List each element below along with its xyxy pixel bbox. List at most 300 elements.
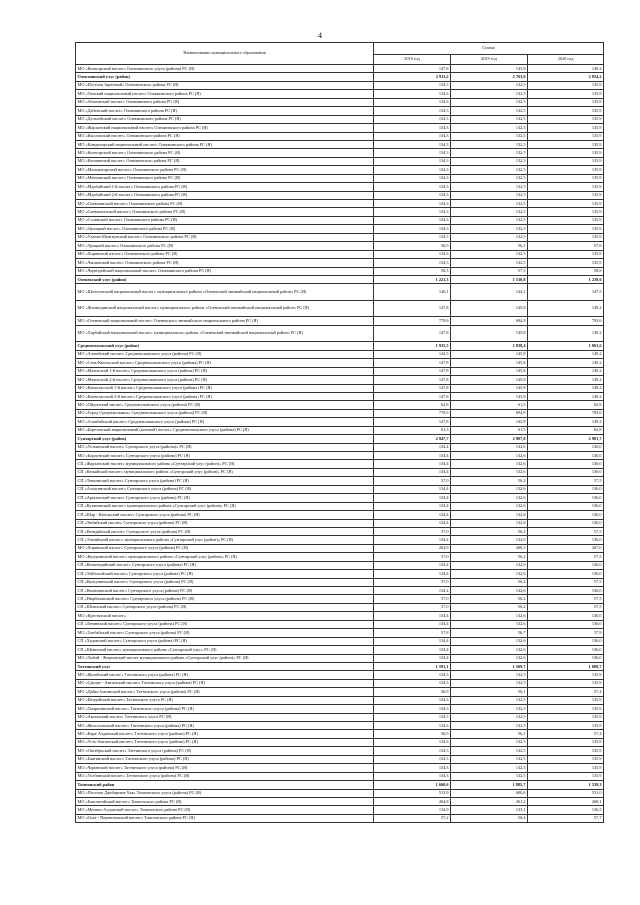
amount-cell: 132,5 <box>451 115 528 123</box>
municipality-name-cell: МО «Кангаласский 1-й наслег» Среднеколымского улуса (района) РС (Я) <box>76 384 374 392</box>
municipality-name-cell: МО «Кангаласский 2-й наслег» Среднеколымского улуса (района) РС (Я) <box>76 392 374 400</box>
amount-cell: 132,5 <box>451 208 528 216</box>
municipality-name-cell: СП «Кюндяйский наслег» Сунтарского улуса (района) РС (Я) <box>76 527 374 535</box>
municipality-name-cell: МО «Баягинский наслег» Таттинского улуса (района) РС (Я) <box>76 755 374 763</box>
table-row <box>76 603 604 611</box>
table-row <box>76 376 604 384</box>
amount-cell: 1 838,4 <box>451 342 528 350</box>
amount-cell: 149,2 <box>528 418 604 426</box>
municipality-name-cell: МО «Поселок Заречный» Олекминского района РС (Я) <box>76 81 374 89</box>
table-row <box>76 350 604 358</box>
municipality-name-cell: МО «Чаринский наслег» Таттинского улуса (района) РС (Я) <box>76 764 374 772</box>
amount-cell: 793,6 <box>528 317 604 325</box>
amount-cell: 134,3 <box>374 124 451 132</box>
table-row <box>76 688 604 696</box>
amount-cell: 135,9 <box>528 216 604 224</box>
amount-cell: 56,2 <box>451 527 528 535</box>
amount-cell: 1 221,3 <box>374 275 451 283</box>
municipality-name-cell: МО «Кочегарский наслег» Олекминского района РС (Я) <box>76 149 374 157</box>
table-row <box>76 511 604 519</box>
amount-cell: 1 239,6 <box>528 275 604 283</box>
amount-cell: 145,8 <box>451 359 528 367</box>
table-row <box>76 157 604 165</box>
amount-cell: 132,6 <box>451 519 528 527</box>
municipality-name-cell: МО «Город Среднеколымск» Среднеколымского улуса (района) РС (Я) <box>76 409 374 417</box>
amount-cell: 136,0 <box>528 587 604 595</box>
amount-cell: 132,6 <box>451 485 528 493</box>
amount-cell: 1 608,7 <box>528 662 604 670</box>
amount-cell: 261,2 <box>451 797 528 805</box>
amount-cell: 134,3 <box>374 671 451 679</box>
amount-cell: 135,9 <box>528 747 604 755</box>
table-row <box>76 140 604 148</box>
municipality-name-cell: МО «Кыллахский наслег» Олекминского района РС (Я) <box>76 132 374 140</box>
municipality-name-cell: МО «Улахан-Мунгкунский наслег» Олекминского района РС (Я) <box>76 233 374 241</box>
amount-cell: 56,9 <box>374 730 451 738</box>
table-row <box>76 284 604 301</box>
municipality-name-cell: МО «Березовский национальный (кочевой) наслег» Среднеколымского улуса (района) РС (Я) <box>76 426 374 434</box>
amount-cell: 135,9 <box>528 200 604 208</box>
amount-cell: 134,3 <box>374 747 451 755</box>
amount-cell: 2 854,2 <box>528 73 604 81</box>
amount-cell: 135,9 <box>528 225 604 233</box>
amount-cell: 134,3 <box>374 233 451 241</box>
amount-cell: 57,0 <box>374 477 451 485</box>
municipality-name-cell: СП «Вилючанский наслег» Сунтарского улуса (района) РС (Я) <box>76 587 374 595</box>
table-row <box>76 612 604 620</box>
amount-cell: 132,5 <box>451 233 528 241</box>
table-row <box>76 81 604 89</box>
amount-cell: 57,0 <box>374 527 451 535</box>
table-row <box>76 166 604 174</box>
municipality-name-cell: МО «Дельгейский наслег» Олекминского района РС (Я) <box>76 115 374 123</box>
amount-cell: 1 885,7 <box>451 781 528 789</box>
municipality-name-cell: МО «Троицкий наслег» Олекминского района РС (Я) <box>76 225 374 233</box>
amount-cell: 134,4 <box>374 485 451 493</box>
amount-cell: 145,8 <box>451 376 528 384</box>
amount-cell: 694,8 <box>451 317 528 325</box>
amount-cell: 132,5 <box>451 671 528 679</box>
amount-cell: 135,9 <box>528 772 604 780</box>
amount-cell: 134,3 <box>374 738 451 746</box>
municipality-name-cell: СП «Кюкяйский наслег» муниципального района «Сунтарский улус (район)» РС (Я) <box>76 468 374 476</box>
amount-cell: 770,6 <box>374 409 451 417</box>
municipality-name-cell: МО «Чапаевский наслег» Олекминского района РС (Я) <box>76 259 374 267</box>
municipality-name-cell: МО «Уолбинский наслег» Таттинского улуса (района) РС (Я) <box>76 772 374 780</box>
table-row <box>76 65 604 73</box>
amount-cell: 135,9 <box>528 671 604 679</box>
amount-cell: 132,5 <box>451 225 528 233</box>
table-row <box>76 418 604 426</box>
amount-cell: 135,9 <box>528 81 604 89</box>
amount-cell: 2 907,8 <box>451 435 528 443</box>
table-row <box>76 208 604 216</box>
amount-cell: 132,6 <box>451 637 528 645</box>
amount-cell: 135,9 <box>528 764 604 772</box>
municipality-name-cell: МО «Жилиндинский национальный наслег» муниципального района «Оленекский эвенкийский национальный район» РС (Я) <box>76 300 374 317</box>
municipality-name-cell: СП «Нюрбачанский наслег» Сунтарского улуса (района) РС (Я) <box>76 595 374 603</box>
table-row <box>76 242 604 250</box>
table-row <box>76 384 604 392</box>
table-row <box>76 578 604 586</box>
amount-cell: 135,9 <box>528 705 604 713</box>
municipality-name-cell: МО «Таобайский наслег» Сунтарского улуса (района) РС (Я) <box>76 629 374 637</box>
table-row <box>76 460 604 468</box>
amount-cell: 531,0 <box>528 789 604 797</box>
table-row <box>76 452 604 460</box>
amount-cell: 149,2 <box>528 384 604 392</box>
amount-cell: 132,5 <box>451 705 528 713</box>
amount-cell: 56,2 <box>451 477 528 485</box>
amount-cell: 136,5 <box>528 806 604 814</box>
municipality-name-cell: МО «Мурбайский 1-й наслег» Олекминского района РС (Я) <box>76 183 374 191</box>
municipality-name-cell: СП «Шар - Кюельский наслег» Сунтарского улуса (района) РС (Я) <box>76 511 374 519</box>
table-row <box>76 705 604 713</box>
amount-cell: 267,0 <box>528 544 604 552</box>
table-row <box>76 671 604 679</box>
municipality-name-cell: МО «Киндигирский национальный наслег» Олекминского района РС (Я) <box>76 140 374 148</box>
amount-cell: 135,9 <box>528 166 604 174</box>
municipality-name-cell: МО «Мегино-Алданский наслег» Томпонского района РС (Я) <box>76 806 374 814</box>
amount-cell: 132,5 <box>451 124 528 132</box>
amount-cell: 132,5 <box>451 713 528 721</box>
amount-cell: 2 981,7 <box>528 435 604 443</box>
amount-cell: 136,0 <box>528 612 604 620</box>
amount-cell: 135,9 <box>528 107 604 115</box>
municipality-name-cell: СП «Шеинский наслег» Сунтарского улуса (района) РС (Я) <box>76 603 374 611</box>
municipality-name-cell: СП «Кутанинский наслег» муниципального района «Сунтарский улус (район)» РС (Я) <box>76 502 374 510</box>
table-row <box>76 216 604 224</box>
page-number: 4 <box>318 31 322 40</box>
amount-cell: 135,9 <box>528 696 604 704</box>
amount-cell: 134,4 <box>374 620 451 628</box>
amount-cell: 135,9 <box>528 191 604 199</box>
amount-cell: 61,3 <box>374 426 451 434</box>
municipality-name-cell: Томпонский район <box>76 781 374 789</box>
amount-cell: 134,3 <box>374 225 451 233</box>
amount-cell: 57,0 <box>374 553 451 561</box>
amount-cell: 134,4 <box>374 519 451 527</box>
table-row <box>76 764 604 772</box>
table-row <box>76 722 604 730</box>
amount-cell: 135,9 <box>528 149 604 157</box>
amount-cell: 58,3 <box>374 267 451 275</box>
amount-cell: 135,9 <box>528 208 604 216</box>
table-row <box>76 527 604 535</box>
municipality-name-cell: МО «Усть-Амгинский наслег» Таттинского улуса (района) РС (Я) <box>76 738 374 746</box>
amount-cell: 134,3 <box>374 183 451 191</box>
amount-cell: 57,7 <box>528 814 604 822</box>
table-row <box>76 570 604 578</box>
municipality-name-cell: МО «Дабанский наслег» Олекминского района РС (Я) <box>76 107 374 115</box>
amount-cell: 132,5 <box>451 107 528 115</box>
municipality-name-cell: СП «Жарханский наслег» муниципального района «Сунтарский улус (район)» РС (Я) <box>76 460 374 468</box>
amount-cell: 147,8 <box>374 384 451 392</box>
amount-cell: 147,8 <box>374 65 451 73</box>
amount-cell: 57,8 <box>374 629 451 637</box>
municipality-name-cell: МО «Урицкий наслег» Олекминского района РС (Я) <box>76 242 374 250</box>
amount-cell: 134,4 <box>374 494 451 502</box>
amount-cell: 145,8 <box>451 367 528 375</box>
amount-cell: 57,0 <box>374 595 451 603</box>
table-row <box>76 317 604 325</box>
budget-table <box>75 42 604 823</box>
municipality-name-cell: МО «Черендейский национальный наслег» Олекминского района РС (Я) <box>76 267 374 275</box>
table-row <box>76 98 604 106</box>
table-row <box>76 544 604 552</box>
municipality-name-cell: МО «Жохсогонский наслег» Таттинского улуса (района) РС (Я) <box>76 722 374 730</box>
amount-cell: 149,2 <box>528 65 604 73</box>
amount-cell: 56,9 <box>374 242 451 250</box>
municipality-name-cell: СП «Тюбяйский наслег» Сунтарского улуса (района) РС (Я) <box>76 519 374 527</box>
amount-cell: 145,8 <box>451 300 528 317</box>
table-row <box>76 468 604 476</box>
municipality-name-cell: СП «Аллагинский наслег» Сунтарского улуса (района) РС (Я) <box>76 485 374 493</box>
table-row <box>76 409 604 417</box>
amount-cell: 146,1 <box>374 284 451 301</box>
amount-cell: 56,7 <box>451 629 528 637</box>
amount-cell: 144,1 <box>451 284 528 301</box>
municipality-name-cell: МО «Саныяхтатский наслег» Олекминского района РС (Я) <box>76 208 374 216</box>
amount-cell: 136,0 <box>528 620 604 628</box>
amount-cell: 56,1 <box>451 730 528 738</box>
amount-cell: 263,9 <box>374 544 451 552</box>
amount-cell: 147,8 <box>374 367 451 375</box>
amount-cell: 134,4 <box>374 536 451 544</box>
municipality-name-cell: МО «Поселок Джебарики-Хая» Томпонского улуса (района) РС (Я) <box>76 789 374 797</box>
amount-cell: 132,6 <box>451 620 528 628</box>
amount-cell: 132,5 <box>451 696 528 704</box>
amount-cell: 134,3 <box>374 98 451 106</box>
amount-cell: 134,3 <box>374 216 451 224</box>
table-row <box>76 359 604 367</box>
table-row <box>76 738 604 746</box>
table-row <box>76 174 604 182</box>
amount-cell: 145,8 <box>451 65 528 73</box>
table-row <box>76 629 604 637</box>
municipality-name-cell: МО «Маччинский наслег» Олекминского района РС (Я) <box>76 174 374 182</box>
amount-cell: 135,9 <box>528 259 604 267</box>
amount-cell: 1 963,6 <box>528 342 604 350</box>
amount-cell: 2 763,6 <box>451 73 528 81</box>
municipality-name-cell: СП «Эльгяйский наслег» муниципального района «Сунтарский улус (район)» РС (Я) <box>76 536 374 544</box>
amount-cell: 149,2 <box>528 350 604 358</box>
municipality-name-cell: МО «Абагинский наслег» Олекминского района РС (Я) <box>76 98 374 106</box>
table-row <box>76 225 604 233</box>
amount-cell: 1 130,8 <box>451 275 528 283</box>
amount-cell: 147,5 <box>528 284 604 301</box>
municipality-name-cell: МО «Жарханский национальный наслег» Олекминского района РС (Я) <box>76 124 374 132</box>
amount-cell: 57,5 <box>528 553 604 561</box>
amount-cell: 2 911,2 <box>374 73 451 81</box>
municipality-name-cell: МО «Тыбай - Жарханский наслег муниципального района «Сунтарский улус (район)» РС (Я) <box>76 654 374 662</box>
table-row <box>76 115 604 123</box>
amount-cell: 134,3 <box>374 200 451 208</box>
amount-cell: 132,5 <box>451 738 528 746</box>
amount-cell: 132,5 <box>451 191 528 199</box>
group-total-row <box>76 435 604 443</box>
amount-cell: 134,4 <box>374 561 451 569</box>
table-row <box>76 401 604 409</box>
amount-cell: 136,0 <box>528 654 604 662</box>
amount-cell: 264,8 <box>374 797 451 805</box>
municipality-name-cell: МО «Амгинский наслег» Таттинского улуса РС (Я) <box>76 713 374 721</box>
municipality-name-cell: МО «Устьинский наслег» Сунтарского улуса (района)» РС (Я) <box>76 443 374 451</box>
table-row <box>76 587 604 595</box>
municipality-name-cell: СП «Тойбохойский наслег» Сунтарского улуса (района) РС (Я) <box>76 570 374 578</box>
table-row <box>76 553 604 561</box>
column-header-year: 2019 год <box>451 55 528 65</box>
amount-cell: 136,0 <box>528 511 604 519</box>
table-row <box>76 494 604 502</box>
amount-cell: 58,8 <box>528 267 604 275</box>
amount-cell: 132,5 <box>451 98 528 106</box>
amount-cell: 134,4 <box>374 612 451 620</box>
table-row <box>76 107 604 115</box>
column-header-sum: Сумма <box>374 43 604 55</box>
municipality-name-cell: МО «Кяччинский наслег» Олекминского района РС (Я) <box>76 157 374 165</box>
municipality-name-cell: МО «Баягантайский наслег» Томпонского района РС (Я) <box>76 797 374 805</box>
amount-cell: 149,2 <box>528 325 604 342</box>
amount-cell: 149,2 <box>528 392 604 400</box>
table-row <box>76 392 604 400</box>
amount-cell: 132,6 <box>451 460 528 468</box>
table-row <box>76 477 604 485</box>
amount-cell: 57,5 <box>451 267 528 275</box>
municipality-name-cell: МО «Тинский национальный наслег» Олекминского района РС (Я) <box>76 90 374 98</box>
table-body <box>76 65 604 823</box>
amount-cell: 132,5 <box>451 250 528 258</box>
amount-cell: 1 935,5 <box>374 342 451 350</box>
amount-cell: 136,0 <box>528 452 604 460</box>
amount-cell: 136,0 <box>528 646 604 654</box>
municipality-name-cell: МО «Октябрьский наслег» Таттинского улуса (района) РС (Я) <box>76 747 374 755</box>
amount-cell: 134,4 <box>374 570 451 578</box>
amount-cell: 132,5 <box>451 90 528 98</box>
amount-cell: 132,5 <box>451 747 528 755</box>
amount-cell: 132,5 <box>451 200 528 208</box>
amount-cell: 793,6 <box>528 409 604 417</box>
amount-cell: 134,3 <box>374 696 451 704</box>
amount-cell: 134,4 <box>374 460 451 468</box>
amount-cell: 135,9 <box>528 98 604 106</box>
amount-cell: 57,4 <box>528 688 604 696</box>
amount-cell: 149,2 <box>528 367 604 375</box>
amount-cell: 136,0 <box>528 494 604 502</box>
table-row <box>76 132 604 140</box>
amount-cell: 144,5 <box>374 350 451 358</box>
amount-cell: 57,6 <box>528 242 604 250</box>
municipality-name-cell: МО «Хоринский наслег» Сунтарского улуса (района) РС (Я) <box>76 544 374 552</box>
municipality-name-cell: МО «Олекминский наслег» Олекминского района РС (Я) <box>76 200 374 208</box>
amount-cell: 132,6 <box>451 536 528 544</box>
amount-cell: 136,0 <box>528 570 604 578</box>
amount-cell: 134,3 <box>374 191 451 199</box>
municipality-name-cell: СП «Ленинский наслег» Сунтарского улуса (района) РС (Я) <box>76 620 374 628</box>
amount-cell: 134,4 <box>374 468 451 476</box>
table-row <box>76 250 604 258</box>
amount-cell: 134,4 <box>374 511 451 519</box>
table-row <box>76 696 604 704</box>
amount-cell: 1 569,7 <box>451 662 528 670</box>
amount-cell: 56,9 <box>374 688 451 696</box>
municipality-name-cell: МО «Тыарасинский наслег» Таттинского улуса (района) РС (Я) <box>76 705 374 713</box>
amount-cell: 57,0 <box>374 578 451 586</box>
amount-cell: 135,9 <box>528 124 604 132</box>
amount-cell: 136,0 <box>528 561 604 569</box>
amount-cell: 134,4 <box>374 443 451 451</box>
amount-cell: 56,2 <box>451 553 528 561</box>
amount-cell: 134,3 <box>374 107 451 115</box>
amount-cell: 135,9 <box>528 738 604 746</box>
amount-cell: 56,2 <box>451 595 528 603</box>
amount-cell: 61,5 <box>451 426 528 434</box>
amount-cell: 134,4 <box>374 637 451 645</box>
amount-cell: 134,4 <box>374 654 451 662</box>
amount-cell: 132,6 <box>451 511 528 519</box>
amount-cell: 57,5 <box>528 527 604 535</box>
amount-cell: 132,5 <box>451 140 528 148</box>
amount-cell: 134,3 <box>374 722 451 730</box>
municipality-name-cell: Олекминский улус (район) <box>76 73 374 81</box>
amount-cell: 57,9 <box>528 629 604 637</box>
municipality-name-cell: МО «Алазейский наслег» Среднеколымского улуса (района) РС (Я) <box>76 350 374 358</box>
municipality-name-cell: МО «Игидейский наслег» Таттинского улуса РС (Я) <box>76 696 374 704</box>
municipality-name-cell: Среднеколымский улус (район) <box>76 342 374 350</box>
municipality-name-cell: МО «Мурбайский 2-й наслег» Олекминского района РС (Я) <box>76 191 374 199</box>
amount-cell: 132,6 <box>451 612 528 620</box>
municipality-name-cell: МО «Мятисский 2-й наслег» Среднеколымского улуса (района) РС (Я) <box>76 376 374 384</box>
amount-cell: 2 947,7 <box>374 435 451 443</box>
municipality-name-cell: МО «Жулейский наслег» Таттинского улуса (района) РС (Я) <box>76 671 374 679</box>
table-row <box>76 637 604 645</box>
amount-cell: 57,4 <box>528 730 604 738</box>
amount-cell: 1 539,3 <box>528 781 604 789</box>
municipality-name-cell: Таттинский улус <box>76 662 374 670</box>
amount-cell: 132,5 <box>451 183 528 191</box>
amount-cell: 135,9 <box>528 174 604 182</box>
amount-cell: 134,3 <box>374 259 451 267</box>
municipality-name-cell: МО «Оленекский национальный наслег» Оленекского эвенкийского национального района РС (Я) <box>76 317 374 325</box>
amount-cell: 136,0 <box>528 502 604 510</box>
table-row <box>76 426 604 434</box>
amount-cell: 132,6 <box>451 646 528 654</box>
amount-cell: 134,3 <box>374 140 451 148</box>
amount-cell: 134,4 <box>374 452 451 460</box>
amount-cell: 135,9 <box>528 140 604 148</box>
table-row <box>76 620 604 628</box>
amount-cell: 57,5 <box>528 477 604 485</box>
amount-cell: 513,9 <box>374 789 451 797</box>
table-header-row <box>76 43 604 55</box>
amount-cell: 135,9 <box>528 183 604 191</box>
amount-cell: 134,4 <box>374 646 451 654</box>
amount-cell: 132,5 <box>451 679 528 687</box>
group-total-row <box>76 73 604 81</box>
amount-cell: 132,5 <box>451 166 528 174</box>
table-row <box>76 797 604 805</box>
group-total-row <box>76 781 604 789</box>
amount-cell: 134,3 <box>374 772 451 780</box>
amount-cell: 134,3 <box>374 132 451 140</box>
municipality-name-cell: СП «Хаданский наслег» Сунтарского улуса (района) РС (Я) <box>76 637 374 645</box>
table-row <box>76 149 604 157</box>
amount-cell: 57,5 <box>528 595 604 603</box>
table-row <box>76 561 604 569</box>
table-row <box>76 325 604 342</box>
amount-cell: 135,9 <box>528 233 604 241</box>
amount-cell: 694,8 <box>451 409 528 417</box>
